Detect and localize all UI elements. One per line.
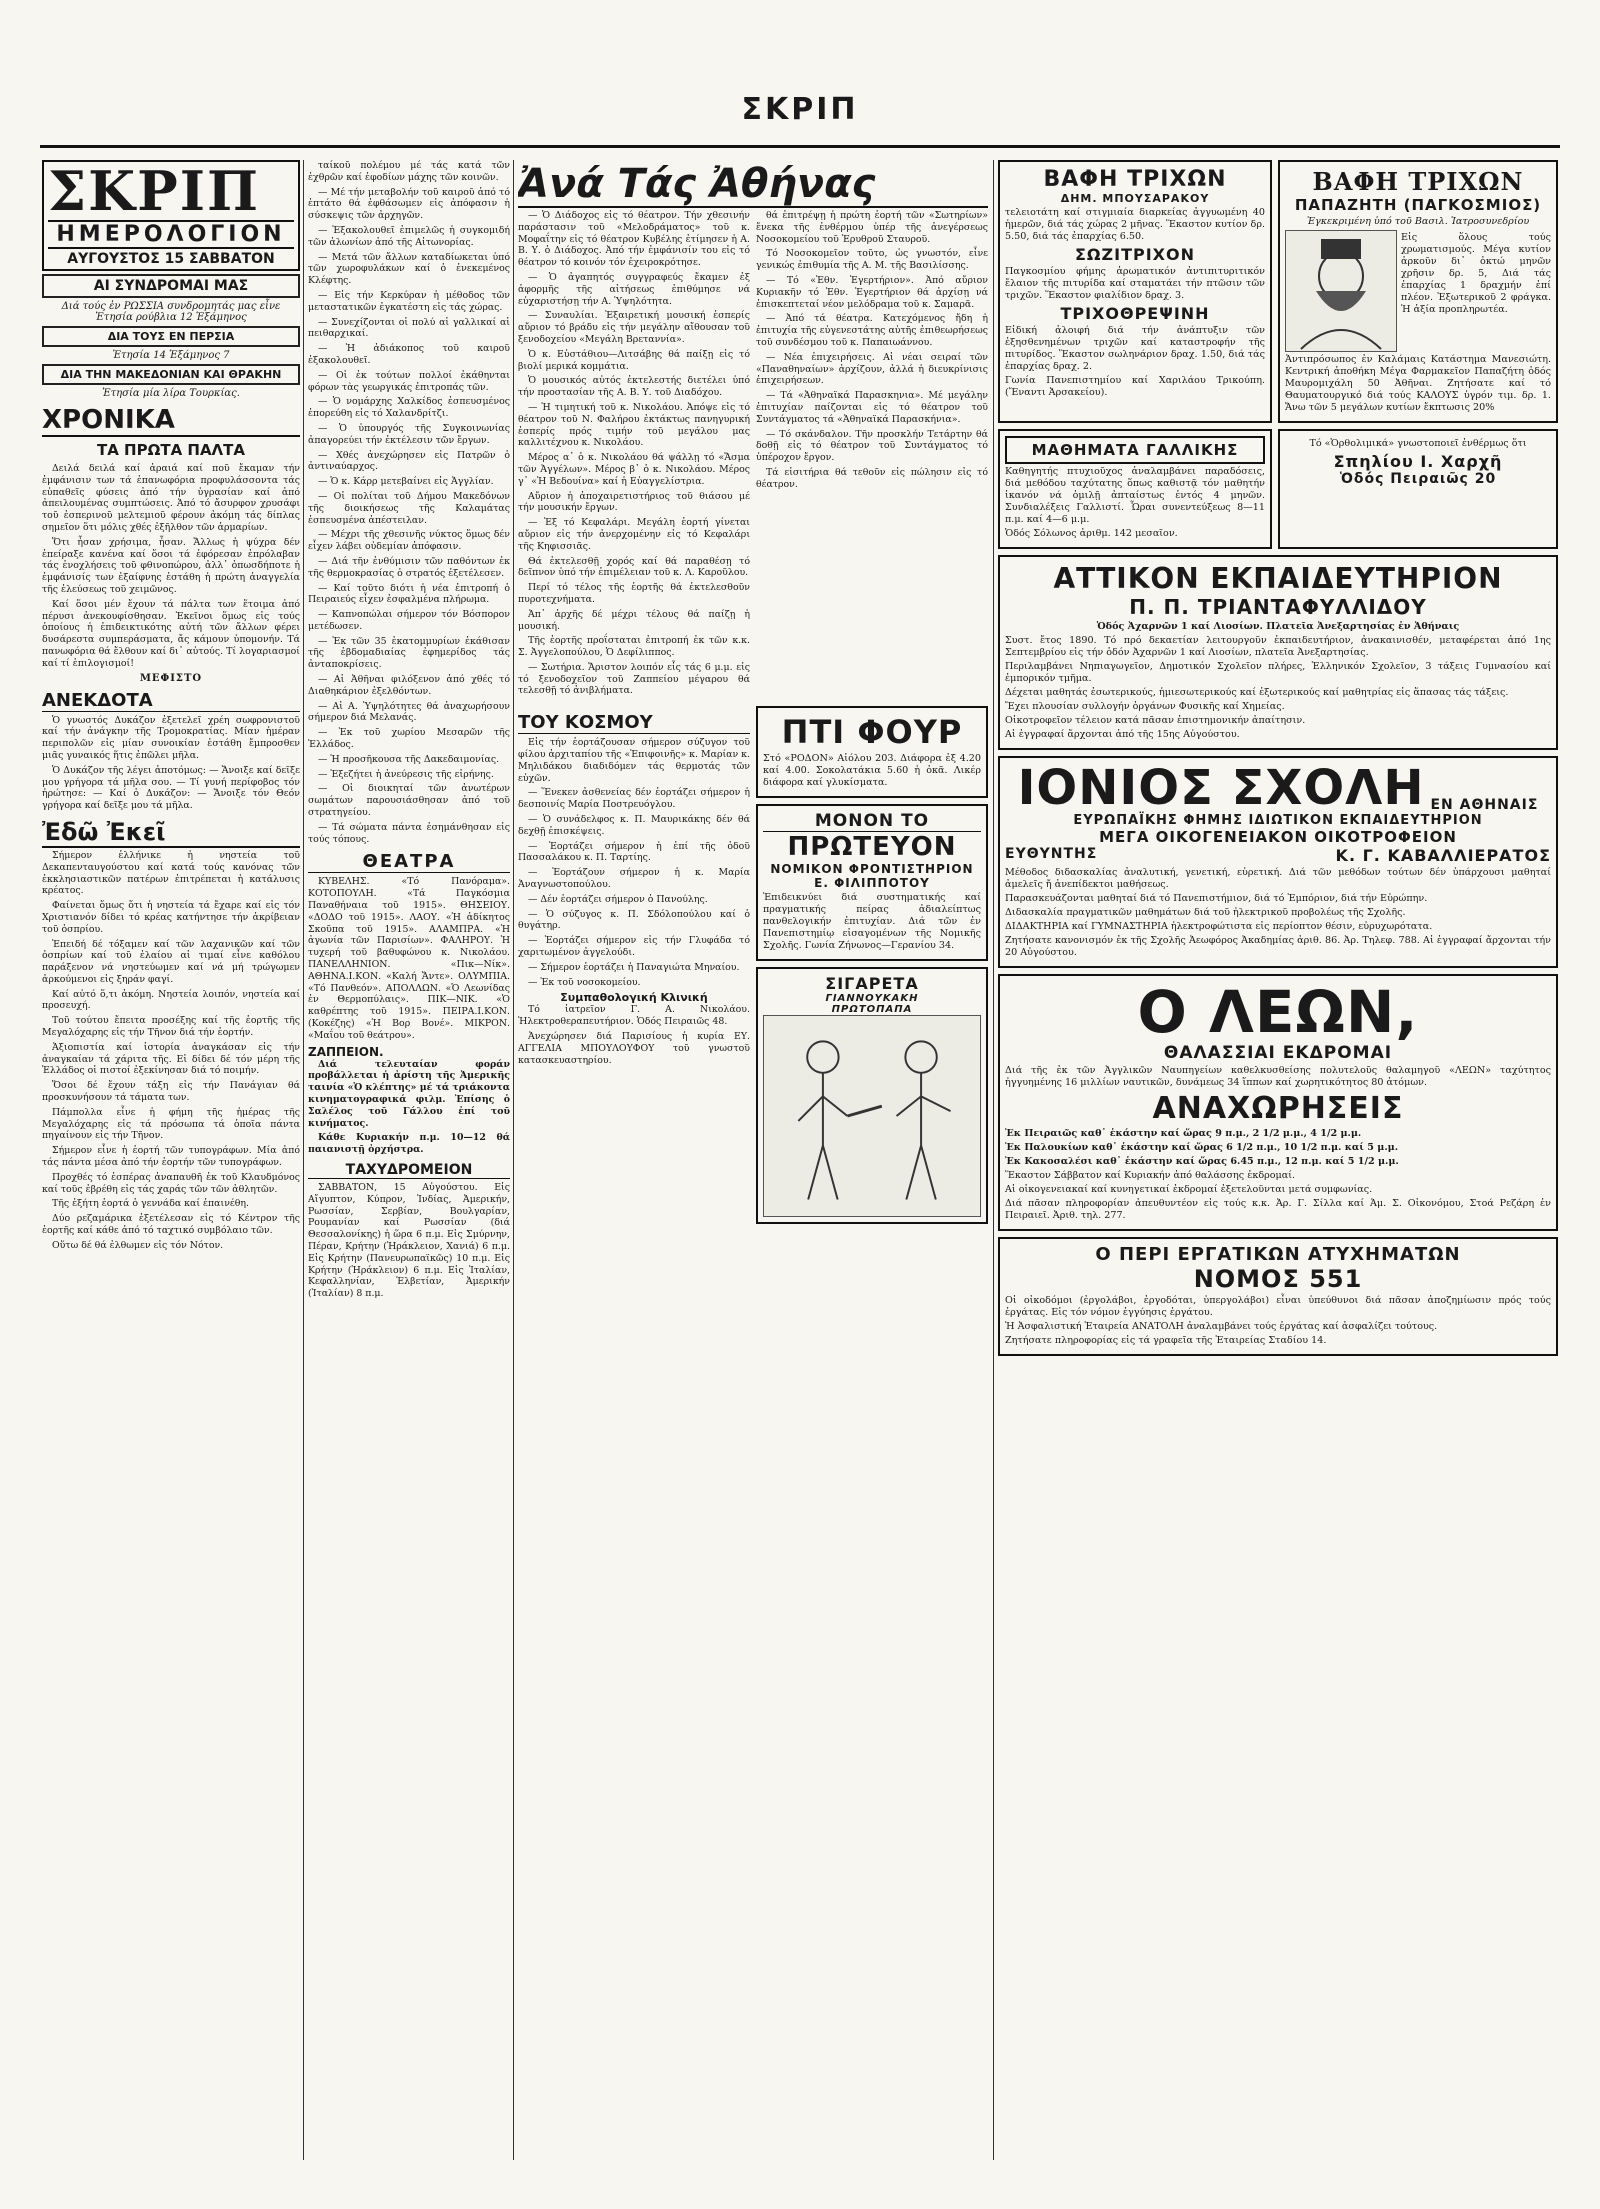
column-4 <box>998 160 1558 2170</box>
ad-subtitle: ΘΑΛΑΣΣΙΑΙ ΕΚΔΡΟΜΑΙ <box>1163 1043 1393 1063</box>
ad-vafi-mpousarakou <box>998 160 1272 423</box>
society-item: — Ὁ σύζυγος κ. Π. Σδόλοπούλου καί ὁ θυγάτηρ. <box>518 908 750 932</box>
ad-subtitle: ΕΝ ΑΘΗΝΑΙΣ <box>1430 797 1539 813</box>
news-item: — Εἰς τήν Κερκύραν ἡ μέθοδος τῶν μεταστατικῶν ἐγκατέστη εἰς τάς χώρας. <box>308 289 510 313</box>
article-paragraph: Τά εἰσιτήρια θά τεθοῦν εἰς πώλησιν εἰς τό θέατρον. <box>756 466 988 490</box>
section-chronika: ΧΡΟΝΙΚΑ <box>42 405 300 437</box>
article-paragraph: Καί αὐτό ὅ,τι ἀκόμη. Νηστεία λοιπόν, νηστεία καί προσευχή. <box>42 988 300 1012</box>
article-paragraph: Ὅτι ἦσαν χρήσιμα, ἦσαν. Ἄλλως ἡ ψύχρα δέν ἐπείραξε κανένα καί ὅσοι τά ἐφόρεσαν ἐπρόλαβαν τάς ἐνοχλήσεις τοῦ φθινοπώρου, ἀλλ᾽ ὁπωσδήποτε ἡ ἐμφάνισίς των ἐξαίφνης ἐστάθη ἡ πρώτη ἀναγγελία τῆς ἐλεύσεως τοῦ χειμῶνος. <box>42 536 300 595</box>
article-paragraph: Προχθές τό ἑσπέρας ἀναπαυθῆ ἐκ τοῦ Κλαυδμόνος καί τοῦς ἐβρέθη εἰς τάς χαράς τῶν τῶν ἀθλητῶν. <box>42 1171 300 1195</box>
ad-line: ΕΥΡΩΠΑΪΚΗΣ ΦΗΜΗΣ ΙΔΙΩΤΙΚΟΝ ΕΚΠΑΙΔΕΥΤΗΡΙΟΝ <box>1073 813 1483 828</box>
news-item: — Οἱ ἐκ τούτων πολλοί ἐκάθηνται φόρων τὰς γεωργικάς ἐπιτροπάς τῶν. <box>308 369 510 393</box>
article-paragraph: Φαίνεται ὅμως ὅτι ἡ νηστεία τά ἔχαρε καί εἰς τόν Χριστιανόν δίδει τό κρέας κατήντησε τήν ἀκρίβειαν τοῦ ὀσπρίου. <box>42 900 300 935</box>
ad-ionios <box>998 756 1558 968</box>
article-paragraph: Σήμερον εἶνε ἡ ἑορτή τῶν τυπογράφων. Μία ἀπό τάς πάντα μέσα ἀπό τήν ἑορτήν τῶν τυπογράφων. <box>42 1145 300 1169</box>
section-edo-ekei: Ἐδῶ Ἐκεῖ <box>42 818 300 848</box>
column-1 <box>42 160 300 2170</box>
society-item: Εἰς τήν ἑορτάζουσαν σήμερον σύζυγον τοῦ φίλου ἀρχιταπίου τῆς «Ἐπιφοινῆς» κ. Μαρίαν κ. Μηλιδάκου διαδιδόμεν τάς θερμοτάς τῶν εὐχῶν. <box>518 737 750 784</box>
city-news <box>518 210 988 700</box>
society-item: — Ἐκ τοῦ νοσοκομείου. <box>528 976 641 988</box>
article-paragraph: — Ἀπό τά θέατρα. Κατεχόμενος ἤδη ἡ ἐπιτυχία τῆς εὐγενεστάτης αὐτῆς ἐπιθεωρήσεως τοῦ συνδέσμου τοῦ κ. Παπαιωάννου. <box>756 313 988 348</box>
news-item: — Μέ τήν μεταβολήν τοῦ καιροῦ ἀπό τό ἑπτάτο θά ἐφθάσωμεν εἰς ἀπόφασιν ἡ σύσκεψις τῶν ἀρχηγῶν. <box>308 186 510 222</box>
ad-title: ΜΑΘΗΜΑΤΑ ΓΑΛΛΙΚΗΣ <box>1005 436 1265 464</box>
ad-title: ΠΤΙ ΦΟΥΡ <box>781 713 963 752</box>
ad-text: Παρασκευάζονται μαθηταί διά τό Πανεπιστήμιον, διά τό Ἐμπόριον, διά τήν Εὐρώπην. <box>1005 893 1428 904</box>
society-item: — Σήμερον ἑορτάζει ἡ Παναγιώτα Μηναίου. <box>528 961 740 973</box>
issue-date: ΑΥΓΟΥΣΤΟΣ 15 ΣΑΒΒΑΤΟΝ <box>67 251 275 267</box>
ad-title-row <box>1005 760 1551 816</box>
ad-address: Ὁδός Ἀχαρνῶν 1 καί Λιοσίων. Πλατεῖα Ἀνεξαρτησίας ἐν Ἀθήναις <box>1096 621 1460 632</box>
column-2 <box>308 160 510 2170</box>
city-news-right <box>756 210 988 700</box>
ad-text: Ἡ Ἀσφαλιστική Ἑταιρεία ΑΝΑΤΟΛΗ ἀναλαμβάνει τούς ἐργάτας καί ἀσφαλίζει τούτους. <box>1005 1321 1438 1332</box>
ad-text: Διδασκαλία πραγματικῶν μαθημάτων διά τοῦ ἠλεκτρικοῦ προβολέως τῆς Σχολῆς. <box>1005 907 1406 918</box>
article-paragraph: Τῆς ἐξήτη ἑορτά ὁ γεννάδα καί ἐπαινέθη. <box>52 1198 249 1210</box>
director-name: Κ. Γ. ΚΑΒΑΛΛΙΕΡΑΤΟΣ <box>1335 846 1551 865</box>
subs-thrace: ΔΙΑ ΤΗΝ ΜΑΚΕΔΟΝΙΑΝ ΚΑΙ ΘΡΑΚΗΝ <box>42 364 300 385</box>
ad-text: Οἱ οἰκοδόμοι (ἐργολάβοι, ἐργοδόται, ὑπεργολάβοι) εἶναι ὑπεύθυνοι διά πᾶσαν ἀποζημίωσιν πρός τούς ἐργάτας. Εἰς τόν νόμον ἐγγύησις ἐργάτου. <box>1005 1295 1551 1318</box>
news-item: — Οἱ πολίται τοῦ Δήμου Μακεδόνων τῆς διοικήσεως τῆς Καλαμάτας ἐσπευσμένα ἀπέστειλαν. <box>308 490 510 526</box>
portrait-icon <box>1286 231 1396 351</box>
calendar-label: ΗΜΕΡΟΛΟΓΙΟΝ <box>48 220 294 249</box>
section-ana-tas-athinas: Ἀνά Τάς Ἀθήνας <box>518 162 988 208</box>
ad-text: Καθηγητής πτυχιοῦχος ἀναλαμβάνει παραδόσεις, διά μεθόδου ταχύτατης ὅπως καθιστᾷ τόν μαθητήν ἱκανόν νά ὁμιλῇ ἀπταίστως ἐντός 4 μηνῶν. Συνδιαλέξεις Γαλλιστί. Ὧραι συνεντεύξεως 8—11 π.μ. καί 4—6 μ.μ. <box>1005 466 1266 525</box>
subs-russia: Διά τούς ἐν ΡΩΣΣΙΑ συνδρομητάς μας εἶνε <box>61 301 281 312</box>
ad-address: Γωνία Πανεπιστημίου καί Χαριλάου Τρικούπη. (Ἔναντι Ἀρσακείου). <box>1005 375 1266 398</box>
ad-subtitle: ΔΗΜ. ΜΠΟΥΣΑΡΑΚΟΥ <box>1060 192 1210 205</box>
article-paragraph: Περί τό τέλος τῆς ἑορτῆς θά ἐκτελεσθοῦν πυροτεχνήματα. <box>518 582 750 605</box>
article-paragraph: Αὔριον ἡ ἀποχαιρετιστήριος τοῦ θιάσου μέ τήν μουσικήν ἔργων. <box>518 490 750 514</box>
subs-russia-price: Ἐτησία ρούβλια 12 Ἑξάμηνος <box>95 312 247 323</box>
article-paragraph: Ὁ Δυκάζον τῆς λέγει ἀποτόμως: — Ἄνοιξε καί δεῖξε μου γρήγορα τά μῆλα σου. — Τί γυνή περίφοβος τόν ἠρώτησε: — Καί ὁ Δυκάζον: — Ἄνοιξε τόν Θεόν γρήγορα καί δεῖξε μου τά μῆλα. <box>42 764 300 812</box>
article-paragraph: Ὅσοι δέ ἔχουν τάξη εἰς τήν Πανάγιαν θά προσκυνήσουν τά τάματα των. <box>42 1080 300 1104</box>
ad-title: ΒΑΦΗ ΤΡΙΧΩΝ <box>1043 167 1227 192</box>
ad-nomikon <box>756 804 988 961</box>
section-post: ΤΑΧΥΔΡΟΜΕΙΟΝ <box>308 1162 510 1179</box>
ad-text: Δέχεται μαθητάς ἐσωτερικούς, ἡμιεσωτερικούς καί ἐξωτερικούς καί μαθητρίας εἰς ἅπασας τάς τάξεις. <box>1005 687 1509 698</box>
society-item: — Ἕνεκεν ἀσθενείας δέν ἑορτάζει σήμερον ἡ δεσποινίς Μαρία Ποστρευόγλου. <box>518 787 750 811</box>
lower-columns <box>518 706 988 1230</box>
logo: ΣΚΡΙΠ <box>48 160 260 223</box>
ad-text: Εἰς ὅλους τούς χρωματισμούς. Μέγα κυτίον ἀρκοῦν δι᾽ ὀκτώ μηνῶν χρῆσιν δρ. 5, Διά τάς ἐπαρχίας 1 δραχμήν ἐπί πλέον. Ἐξωτερικοῦ 2 φράγκα. Ἡ ἀξία προπληρωτέα. <box>1401 232 1551 315</box>
column-rule <box>303 160 304 2160</box>
ad-line: ΜΕΓΑ ΟΙΚΟΓΕΝΕΙΑΚΟΝ ΟΙΚΟΤΡΟΦΕΙΟΝ <box>1099 828 1457 846</box>
news-item: — Χθές ἀνεχώρησεν εἰς Πατρῶν ὁ ἀντιναύαρχος. <box>308 449 510 473</box>
ad-text: Ἐπιδεικνύει διά συστηματικής καί πραγματικής πείρας ἀδιαλείπτως πανθελογικήν ἐπιτυχίαν. Διά τῶν ἐν Πανεπιστημίῳ εἰσαγομένων τῆς Νομικῆς Σχολῆς. Γωνία Ζήνωνος—Γερανίου 34. <box>763 892 981 952</box>
ad-nomos <box>998 1237 1558 1356</box>
article-paragraph: Δύο ρεζαμάρικα ἐξετέλεσαν εἰς τό Κέντρον τῆς ἑορτῆς καί κάθε ἀπό τό ταχτικό συμβόλαιο τῶν. <box>42 1213 300 1237</box>
section-tou-kosmou: ΤΟΥ ΚΟΣΜΟΥ <box>518 712 750 734</box>
society-item: — Ἑορτάζει σήμερον εἰς τήν Γλυφάδα τό χαριτωμένον ἀγγελούδι. <box>518 935 750 959</box>
article-title: ΤΑ ΠΡΩΤΑ ΠΑΛΤΑ <box>96 441 246 459</box>
ad-text: Ζητήσατε πληροφορίας εἰς τά γραφεῖα τῆς Ἑταιρείας Σταδίου 14. <box>1005 1335 1327 1346</box>
theatre-listings: ΚΥΒΕΛΗΣ. «Τό Πανόραμα». ΚΟΤΟΠΟΥΛΗ. «Τά Παγκόσμια Παναθήναια τοῦ 1915». ΘΗΣΕΙΟΥ. «ΔΟΔΟ τοῦ 1915». ΛΑΟΥ. «Ἡ ἀδίκητος Σκοῦπα τοῦ 1915». ΑΛΑΜΠΡΑ. «Ἡ ἀγωνία τῶν Παρισίων». ΦΑΛΗΡΟΥ. Ἡ τυχερή τοῦ βαθυφώνου κ. Νικολάου. ΠΑΝΕΛΛΗΝΙΟΝ. «Πικ—Νίκ». ΑΘΗΝΑ.Ι.ΚΟΝ. «Καλή Ἄντε». ΟΛΥΜΠΙΑ. «Τό Πανθεόν». ΑΠΟΛΛΩΝ. «Ὁ Λεωνίδας ἐν Θερμοπύλαις». ΠΙΚ—ΝΙΚ. «Ὁ καθρέπτης τοῦ 1915». ΠΕΙΡΑ.Ι.ΚΟΝ. (Κοκέζης) «Ἡ Βορ Βονέ». ΜΙΚΡΟΝ. «Μαΐου τοῦ θεάτρου». <box>308 876 510 1041</box>
article-paragraph: Ὁ γνωστός Δυκάζον ἐξετελεῖ χρέη σωφρονιστοῦ καί τήν ἀνάγκην τῆς Τρομοκρατίας. Μίαν ἡμέραν περιπολῶν εἰς μίαν συνοικίαν ἐστάθη ἔμπροσθεν μιᾶς γυναικός ἥτις ἐπῶλει μῆλα. <box>42 714 300 761</box>
news-item: — Οἱ διοικηταί τῶν ἀνωτέρων σωμάτων παρουσιάσθησαν ἀπό τοῦ στρατηγείου. <box>308 783 510 819</box>
article-paragraph: Οὕτω δέ θά ἐλθωμεν εἰς τόν Νότον. <box>52 1239 224 1251</box>
column-rule <box>993 160 994 2160</box>
zappeion-time: Κάθε Κυριακήν π.μ. 10—12 θά παιανιστῇ ὀρχήστρα. <box>308 1132 510 1156</box>
ad-subtitle: ΝΟΜΙΚΟΝ ΦΡΟΝΤΙΣΤΗΡΙΟΝ Ε. ΦΙΛΙΠΠΟΤΟΥ <box>770 862 974 891</box>
ad-title: ΒΑΦΗ ΤΡΙΧΩΝ <box>1312 167 1524 196</box>
article-paragraph: — Ὁ ἀγαπητός συγγραφεύς ἔκαμεν ἐξ ἀφορμῆς τῆς αἰτήσεως ἐπιθύμησε νά εὐχαριστήσῃ τήν Α. Ὑψηλότητα. <box>518 271 750 307</box>
news-item: — Τά σώματα πάντα ἐσημάνθησαν εἰς τούς τόπους. <box>308 821 510 845</box>
subs-persia: ΔΙΑ ΤΟΥΣ ΕΝ ΠΕΡΣΙΑ <box>42 326 300 347</box>
article-paragraph: — Τό «Ἐθν. Ἐγερτήριον». Ἀπό αὔριον Κυριακῆν τό Ἐθν. Ἐγερτήριον θά ἀρχίσῃ νά ἐπισκεπτεταί νέον μελόδραμα τοῦ κ. Σαμαρᾶ. <box>756 274 988 310</box>
ad-title: ΑΤΤΙΚΟΝ ΕΚΠΑΙΔΕΥΤΗΡΙΟΝ <box>1053 562 1503 595</box>
ad-text: Ἐγκεκριμένη ὑπό τοῦ Βασιλ. Ἰατροσυνεδρίου <box>1306 216 1530 227</box>
ad-ptit-four <box>756 706 988 798</box>
news-item: — Διά τῆν ἐνθύμισιν τῶν παθόντων ἐκ τῆς θερμοκρασίας ὁ στρατός ἐξετέλεσεν. <box>308 555 510 579</box>
news-item: — Καπνοπώλαι σήμερον τόν Βόσπορον μετέδωσεν. <box>308 609 510 632</box>
ad-leon <box>998 974 1558 1231</box>
ads-column <box>756 706 988 1230</box>
article-paragraph: — Ὁ Διάδοχος εἰς τό θέατρον. Τήν χθεσινήν παράστασιν τοῦ «Μελοδράματος» τοῦ κ. Μοφαΐτην εἰς τό θέατρον Κυβέλης ἐτίμησεν ἡ Α. Β. Υ. ὁ Διάδοχος. Ἀπό τήν ἐμφάνισίν του εἰς τό θέατρον τό κοινόν τόν ἐχειροκρότησε. <box>518 210 750 269</box>
lessons-ads <box>998 429 1558 555</box>
ad-text: Περιλαμβάνει Νηπιαγωγεῖον, Δημοτικόν Σχολεῖον πλήρες, Ἑλληνικόν Σχολεῖον, 3 τάξεις Γυμνασίου καί ἐμπορικόν τμῆμα. <box>1005 661 1551 684</box>
ad-text: Οἰκοτροφεῖον τέλειον κατά πᾶσαν ἐπιστημονικήν ἀπαίτησιν. <box>1005 715 1306 726</box>
news-item: — Αἱ Ἀθῆναι φιλόξενον ἀπό χθές τό Διαθηκάριον ἐξελθόντων. <box>308 674 510 697</box>
ad-body <box>1285 230 1551 352</box>
ad-harxi <box>1278 429 1558 549</box>
article-paragraph: Ὁ μουσικός αὐτός ἐκτελεστής διετέλει ὑπό τήν προστασίαν τῆς Α. Β. Υ. τοῦ Διαδόχου. <box>518 375 750 399</box>
ad-subtitle: Π. Π. ΤΡΙΑΝΤΑΦΥΛΛΙΔΟΥ <box>1129 595 1427 619</box>
masthead-rule <box>40 145 1560 148</box>
departure-item: Ἐκ Πειραιῶς καθ᾽ ἑκάστην καί ὥρας 9 π.μ., 2 1/2 μ.μ., 4 1/2 μ.μ. <box>1005 1128 1362 1139</box>
ad-text: Παγκοσμίου φήμης ἀρωματικόν ἀντιπιτυριτικόν ἔλαιον τῆς πιτυρίδα καί σταματάει τήν πτῶσιν τῶν τριχῶν. Ἕκαστον φιαλίδιον δραχ. 3. <box>1005 266 1266 301</box>
news-item: — Ἡ ἀδιάκοπος τοῦ καιροῦ ἐξακολουθεῖ. <box>308 343 510 366</box>
news-item: ταίκοῦ πολέμου μέ τάς κατά τῶν ἐχθρῶν καί ἐφοδίων μάχης τῶν κοινῶν. <box>308 160 510 183</box>
masthead: ΣΚΡΙΠ <box>741 92 859 127</box>
ad-title: ΙΟΝΙΟΣ ΣΧΟΛΗ <box>1017 760 1425 816</box>
article-paragraph: — Σωτήρια. Ἄριστον λοιπόν εἶς τάς 6 μ.μ. εἰς τό ξενοδοχεῖον τοῦ Ζαππείου μέγαρου θά τελεσθῇ τό ἀνιβλήματα. <box>518 661 750 697</box>
section-theatra: ΘΕΑΤΡΑ <box>308 851 510 873</box>
news-item: — Μέχρι τῆς χθεσινῆς νύκτος ὅμως δέν εἶχεν λάβει οὐδεμίαν ἀπόφασιν. <box>308 529 510 553</box>
society-item: — Ἑορτάζουν σήμερον ἡ κ. Μαρία Ἀναγνωστοπούλου. <box>518 867 750 891</box>
calendar-block <box>42 160 300 271</box>
news-item: — Ἐξακολουθεῖ ἐπιμελῶς ἡ συγκομιδή τῶν ἀλωνίων ἀπό τῆς Αἰτωνορίας. <box>308 224 510 248</box>
news-item: — Ἐξεζήτει ἡ ἀνεύρεσις τῆς εἰρήνης. <box>318 768 494 780</box>
article-paragraph: Θά ἐκτελεσθῇ χορός καί θά παραθέσῃ τό δεῖπνον ὑπό τήν ἐπιμέλειαν τοῦ κ. Λ. Καροῦλου. <box>518 555 750 579</box>
departure-item: Ἐκ Παλουκίων καθ᾽ ἑκάστην καί ὥρας 6 1/2 π.μ., 10 1/2 π.μ. καί 5 μ.μ. <box>1005 1142 1399 1153</box>
portrait-illustration <box>1285 230 1397 352</box>
ad-subtitle: ΠΑΠΑΖΗΤΗ (ΠΑΓΚΟΣΜΙΟΣ) <box>1294 196 1542 214</box>
ad-vafi-papazhth <box>1278 160 1558 423</box>
clinic-text: Τό ἰατρεῖον Γ. Α. Νικολάου. Ἠλεκτροθεραπευτήριον. Ὁδός Πειραιῶς 48. <box>518 1004 750 1028</box>
ad-title: ΤΡΙΧΟΘΡΕΨΙΝΗ <box>1060 304 1210 323</box>
news-item: — Αἱ Α. Ὑψηλότητες θά ἀναχωρήσουν σήμερον διά Μελανάς. <box>308 700 510 724</box>
author-signature: ΜΕΦΙΣΤΟ <box>139 672 203 684</box>
article-paragraph: — Συναυλίαι. Ἐξαιρετική μουσική ἑσπερίς αὔριον τό βράδυ εἰς τήν μεγάλην αἴθουσαν τοῦ ξενοδοχείου «Μεγάλη Βρεταννία». <box>518 310 750 345</box>
article-paragraph: Τοῦ τούτου ἔπειτα προσέξης καί τῆς ἑορτῆς τῆς Μεγαλόχαρης εἰς τήν Τῆνον διά τήν ἑορτήν. <box>42 1015 300 1039</box>
ad-text: Συστ. ἔτος 1890. Τό πρό δεκαετίαν λειτουργοῦν ἐκπαιδευτήριον, ἀνακαινισθέν, μεταφέρεται ἀπό 1ης Σεπτεμβρίου εἰς τήν ὁδόν Ἀχαρνῶν 1 καί Λιοσίων, πλατεῖα Ἀνεξαρτησίας. <box>1005 635 1551 658</box>
article-paragraph: Τό Νοσοκομεῖον τοῦτο, ὡς γνωστόν, εἶνε γενικώς ἐπιθυμία τῆς Α. Μ. τῆς Βασιλίσσης. <box>756 248 988 272</box>
society-item: — Ὁ συνάδελφος κ. Π. Μαυρικάκης δέν θά δεχθῇ ἐπισκέψεις. <box>518 814 750 837</box>
clinic-notice: Ἀνεχώρησεν διά Παρισίους ἡ κυρία ΕΥ. ΑΓΓΕΛΙΑ ΜΠΟΥΛΟΥΦΟΥ τοῦ γνωστοῦ κατασκευαστηρίου. <box>518 1031 750 1066</box>
article-paragraph: Ἐπειδή δέ τόξαμεν καί τῶν λαχανικῶν καί τῶν ὀσπρίων καί τοῦ ἐλαίου αἱ τιμαί εἶνε καθόλου παράξενον νά νηστεύωμεν καί νά μή τρώγωμεν ἀρκούμενοι εἰς ξηράν φαγί. <box>42 938 300 985</box>
society-item: — Δέν ἑορτάζει σήμερον ὁ Πανούλης. <box>528 893 708 905</box>
ad-subtitle: ΓΙΑΝΝΟΥΚΑΚΗ <box>825 993 919 1005</box>
ad-text: Διά πᾶσαν πληροφορίαν ἀπευθυντέον εἰς τούς κ.κ. Ἀρ. Γ. Σίλλα καί Ἀμ. Σ. Οἰκονόμου, Στοά Ρεζάρη ἐν Πειραιεῖ. Ἀριθ. τηλ. 277. <box>1005 1198 1551 1221</box>
subs-persia-price: Ἐτησία 14 Ἑξάμηνος 7 <box>112 350 230 361</box>
article-paragraph: — Ἐξ τό Κεφαλάρι. Μεγάλη ἑορτή γίνεται αὔριον εἰς τήν ἀνερχομένην εἰς τό Κεφαλάρι τῆς Κηφισσιᾶς. <box>518 517 750 552</box>
ad-title: ΑΝΑΧΩΡΗΣΕΙΣ <box>1152 1091 1404 1126</box>
news-item: — Μετά τῶν ἄλλων καταδίωκεται ὑπό τῶν χωροφυλάκων καί ὁ ἐνεκεμένος Κλέφτης. <box>308 251 510 287</box>
city-news-left <box>518 210 750 700</box>
section-anekdota: ΑΝΕΚΔΟΤΑ <box>42 690 300 712</box>
news-item: — Καί τοῦτο διότι ἡ νέα ἐπιτροπή ὁ Πειραιεύς εἶχεν ἐσφαλμένα πλήρωμα. <box>308 582 510 606</box>
clinic-title: Συμπαθολογική Κλινική <box>560 991 708 1005</box>
article-paragraph: — Τό σκάνδαλον. Τῆν προσκλήν Τετάρτην θά δοθῇ εἰς τό θέατρον τοῦ Συντάγματος τό ὑπέροχον ἔργον. <box>756 428 988 464</box>
ad-title: ΣΩΖΙΤΡΙΧΟΝ <box>1075 245 1196 264</box>
figures-illustration <box>764 1016 980 1216</box>
ad-text: ΔΙΔΑΚΤΗΡΙΑ καί ΓΥΜΝΑΣΤΗΡΙΑ ἠλεκτροφώτιστα εἰς περίοπτον θέσιν, εὐρυχωρότατα. <box>1005 921 1433 932</box>
ad-subtitle: ΝΟΜΟΣ 551 <box>1193 1265 1363 1293</box>
article-paragraph: Τῆς ἑορτῆς προΐσταται ἐπιτροπή ἐκ τῶν κ.κ. Σ. Ἀγγελοπούλου, Ὁ Δεφίλιππος. <box>518 635 750 659</box>
ad-sigareta <box>756 967 988 1224</box>
article-paragraph: — Τά «Ἀθηναϊκά Παρασκηνια». Μέ μεγάλην ἐπιτυχίαν παίζονται εἰς τό θέατρον τοῦ Συντάγματος τά «Ἀθηναϊκά Παρασκήνια». <box>756 390 988 425</box>
news-item: — Ἡ προσῆκουσα τῆς Δακεδαιμονίας. <box>318 753 500 765</box>
news-item: — Ἐκ τοῦ χωρίου Μεσαρῶν τῆς Ἐλλάδος. <box>308 727 510 751</box>
ad-gallikis <box>998 429 1272 549</box>
ad-text: Στό «ΡΟΔΟΝ» Αἰόλου 203. Διάφορα ἐξ 4.20 καί 4.00. Σοκολατάκια 5.60 ἡ ὀκᾶ. Λικέρ διάφορα καί γλυκίσματα. <box>763 753 981 789</box>
ad-title: Ο ΠΕΡΙ ΕΡΓΑΤΙΚΩΝ ΑΤΥΧΗΜΑΤΩΝ <box>1095 1244 1461 1265</box>
ad-address: Ὁδός Σόλωνος ἀριθμ. 142 μεσαῖον. <box>1005 528 1178 539</box>
ad-text: Ἕκαστον Σάββατον καί Κυριακήν ἀπό θαλάσσης ἐκδρομαί. <box>1005 1170 1296 1181</box>
subs-thrace-price: Ἐτησία μία λίρα Τουρκίας. <box>102 388 240 399</box>
cigarette-illustration <box>763 1015 981 1217</box>
subscriptions-title: ΑΙ ΣΥΝΔΡΟΜΑΙ ΜΑΣ <box>42 274 300 298</box>
article-paragraph: Σήμερον ἑλλήνικε ἡ νηστεία τοῦ Δεκαπενταυγούστου καί κατά τούς κανόνας τῶν ἐκκλησιαστικῶν πατέρων ἐπιτρέπεται ἡ κατάλυσις κρέατος. <box>42 849 300 897</box>
hair-ads <box>998 160 1558 429</box>
ad-title: ΣΙΓΑΡΕΤΑ <box>825 974 919 994</box>
news-item: — Ἐκ τῶν 35 ἑκατομμυρίων ἐκάθισαν τῆς ἑβδομαδιαίας ἐφημερίδος τάς ἀνταποκρίσεις. <box>308 635 510 671</box>
ad-address: Ὁδός Πειραιῶς 20 <box>1339 471 1497 487</box>
article-paragraph: Μέρος α᾽ ὁ κ. Νικολάου θά ψάλλῃ τό «Ἄσμα τῶν Ἀγγέλων». Μέρος β᾽ ὁ κ. Νικολάου. Μέρος γ᾽ «Ἡ Βεδουίνα» καί ἡ Εὐαγγελίστρια. <box>518 452 750 487</box>
ad-title: ΠΡΩΤΕΥΟΝ <box>787 832 957 863</box>
article-paragraph: Δειλά δειλά καί ἀραιά καί ποῦ ἔκαμαν τήν ἐμφάνισιν των τά ἐπανωφόρια προφυλάσσοντα τάς εὐπαθεῖς φύσεις ἀπό τήν ὑγρασίαν καί ἀπό ἀπειλουμένας συμπτώσεις. Ἀπό τό ἄσυρφον χρυσάφι τοῦ ἐσπερινοῦ μελτεμιοῦ φέρουν ἀκόμη τάς δίπλας σημεῖον ὅτι μόλις χθές ἐξῆλθον τῶν ἀρμαρίων. <box>42 463 300 533</box>
ad-address: Ἀντιπρόσωπος ἐν Καλάμαις Κατάστημα Μανεσιώτη. Κεντρική ἀποθήκη Μέγα Φαρμακεῖον Παπαζήτη ὁδός Μαυρομιχάλη 50 Ἀθῆναι. Ζητήσατε καί τό Θαυματουργικό διά τούς ΚΑΛΟΥΣ ὑγρόν τιμ. δρ. 1. Ἄνω τῶν 5 μεγάλων κυτίων ἔκπτωσις 20% <box>1285 354 1551 413</box>
ad-text: τελειοτάτη καί στιγμιαία διαρκείας ἀγγυωμένη 40 ἡμερῶν, διά τάς χώρας 2 μῆνας. Ἕκαστον κυτίον δρ. 5.50, διά τάς ἐπαρχίας 6.50. <box>1005 207 1266 242</box>
article-paragraph: — Ἡ τιμητική τοῦ κ. Νικολάου. Ἀπόψε εἰς τό θέατρον τοῦ Ν. Φαλήρου ἐκτάκτως πανηγυρική ἑσπερίς πρός τιμήν τοῦ μεγάλου μας καλλιτέχνου κ. Νικολάου. <box>518 401 750 449</box>
article-paragraph: Πάμπολλα εἶνε ἡ φήμη τῆς ἡμέρας τῆς Μεγαλόχαρης εἰς τά πρόσωπα τά ὁποῖα πάντα πηγαίνουν εἰς τήν Τῆνον. <box>42 1106 300 1142</box>
ad-text: Μέθοδος διδασκαλίας ἀναλυτική, γενετική, εὑρετική. Διά τῶν μεθόδων τούτων δέν ὑπάρχουσι μαθηταί ἀμελεῖς ἤ ἀνεπίδεκτοι μαθήσεως. <box>1005 867 1551 890</box>
news-item: — Ὁ ὑπουργός τῆς Συγκοινωνίας ἀπαγορεύει τήν ἐκτέλεσιν τῶν ἔργων. <box>308 422 510 446</box>
article-paragraph: Ἀξιοπιστία καί ἱστορία ἀναγκάσαν εἰς τήν ἀναγκαίαν τά χάριτα τῆς. Εἰ δίδει δέ τόν μέρη τῆς Ἑλλάδος οἱ πιστοί ἐξεκίνησαν διά τό ποιμήν. <box>42 1041 300 1077</box>
ad-attikon <box>998 555 1558 750</box>
news-item: — Ὁ νομάρχης Χαλκίδος ἐσπευσμένος ἐπορεύθη εἰς τό Χαλανδρίτζι. <box>308 396 510 420</box>
society-column <box>518 706 750 1230</box>
ad-text: Ἔχει πλουσίαν συλλογήν ὀργάνων Φυσικῆς καί Χημείας. <box>1005 701 1285 712</box>
post-schedule: ΣΑΒΒΑΤΟΝ, 15 Αὐγούστου. Εἰς Αἴγυπτον, Κύπρον, Ἰνδίας, Ἀμερικήν, Ρωσσίαν, Σερβίαν, Βουλγαρίαν, Ρουμανίαν καί Ρωσσίαν (διά Θεσσαλονίκης) ἡ ὥρα 6 π.μ. Εἰς Σμύρνην, Πέραν, Κρήτην (Ἡράκλειον, Χανιά) 6 π.μ. Εἰς Κρήτην (Πανευρωπαϊκῶς) 10 π.μ. Εἰς Κρήτην (Ἡράκλειον) 6 π.μ. Εἰς Ἰταλίαν, Κεφαλληνίαν, Ἑλβετίαν, Ἀμερικήν (Ἰταλίαν) 8 π.μ. <box>308 1181 510 1300</box>
article-paragraph: Ἀπ᾽ ἀρχῆς δέ μέχρι τέλους θά παίζῃ ἡ μουσική. <box>518 608 750 632</box>
article-paragraph: Ὁ κ. Εὐστάθιου—Λιτσάβης θά παίξῃ εἰς τό βιολί μερικά κομμάτια. <box>518 348 750 372</box>
ad-text: Διά τῆς ἐκ τῶν Ἀγγλικῶν Ναυπηγείων καθελκυσθείσης πολυτελοῦς θαλαμηγοῦ «ΛΕΩΝ» ταχύτητος ἠγγυημένης 16 μιλλίων ναυτικῶν, δυνάμεως 34 ἵππων καί χωρητικότητος 80 ἀτόμων. <box>1005 1065 1551 1088</box>
column-rule <box>513 160 514 2160</box>
column-3 <box>518 160 988 2170</box>
society-item: — Ἑορτάζει σήμερον ἡ ἐπί τῆς ὁδοῦ Πασσαλάκου κ. Π. Ταρτίης. <box>518 840 750 864</box>
news-item: — Ὁ κ. Κάρρ μετεβαίνει εἰς Ἀγγλίαν. <box>318 476 494 488</box>
ad-text: Εἰδική ἀλοιφή διά τήν ἀνάπτυξιν τῶν ἐξησθενημένων τριχῶν καί καταστροφήν τῆς πιτυρίδος. Ἕκαστον σωληνάριον δραχ. 1.50, διά τάς ἐπαρχίας δραχ. 2. <box>1005 325 1266 372</box>
zappeion-text: Διά τελευταίαν φοράν προβάλλεται ἡ ἀρίστη τῆς Ἀμερικῆς ταινία «Ὁ κλέπτης» μέ τά τριάκοντα κινηματογραφικά φιλμ. Ἐπίσης ὁ Σαλέλος τοῦ Γάλλου ἐπί τοῦ κινήματος. <box>308 1058 510 1129</box>
ad-title: Ο ΛΕΩΝ, <box>1137 978 1419 1046</box>
ad-text: Αἱ οἰκογενειακαί καί κυνηγετικαί ἐκδρομαί ἐξετελοῦνται μετά συμφωνίας. <box>1005 1184 1373 1195</box>
article-paragraph: — Νέα ἐπιχειρήσεις. Αἱ νέαι σειραί τῶν «Παναθηναίων» ἀρχίζουν, ἀλλά ἡ διευκρίνισις ἐπιχειρήσεων. <box>756 351 988 387</box>
ad-title: Σπηλίου Ι. Χαρχῆ <box>1333 452 1503 471</box>
director-label: ΕΥΘΥΝΤΗΣ <box>1005 846 1098 862</box>
news-item: — Συνεχίζονται οἱ πολύ αἱ γαλλικαί αἱ πειθαρχικαί. <box>308 316 510 340</box>
director-row <box>1005 846 1551 865</box>
ad-subtitle: ΠΡΩΤΟΠΑΠΑ <box>831 1004 913 1016</box>
zappeion-title: ΖΑΠΠΕΙΟΝ. <box>308 1044 384 1059</box>
article-paragraph: θά ἐπιτρέψῃ ἡ πρώτη ἑορτή τῶν «Σωτηρίων» ἔνεκα τῆς ἐνθέρμου ὑπέρ τῆς ἀνεγέρσεως Νοσοκομείου τοῦ Ἐρυθροῦ Σταυροῦ. <box>756 210 988 245</box>
ad-text: Τό «Ὁρθολιμικά» γνωστοποιεῖ ἐνθέρμως ὅτι <box>1309 438 1527 449</box>
departure-item: Ἐκ Κακοσαλέσι καθ᾽ ἑκάστην καί ὥρας 6.45 π.μ., 12 π.μ. καί 5 1/2 μ.μ. <box>1005 1156 1399 1167</box>
ad-title: ΜΟΝΟΝ ΤΟ <box>763 811 981 832</box>
ad-text: Αἱ ἐγγραφαί ἄρχονται ἀπό τῆς 15ης Αὐγούστου. <box>1005 729 1240 740</box>
article-paragraph: Καί ὅσοι μέν ἔχουν τά πάλτα των ἕτοιμα ἀπό πέρυσι ἀνεκουφίσθησαν. Ἐκεῖνοι ὅμως εἰς τούς ὁποίους ἡ ἐπιδεικτικότης αὐτή τῶν ἄλλων φέρει δυσάρεστα συμπεράσματα, ἄς κάμουν ὑπομονήν. Τά πανωφόρια θά ἔλθουν καί δι᾽ αὐτούς. Τί λογαριασμοί καί τί ἑπιλογισμοί! <box>42 598 300 669</box>
ad-text: Ζητήσατε κανονισμόν ἐκ τῆς Σχολῆς Ἀεωφόρος Ἀκαδημίας ἀριθ. 86. Ἀρ. Τηλεφ. 788. Αἱ ἐγγραφαί ἄρχονται τήν 20 Αὐγούστου. <box>1005 935 1551 958</box>
